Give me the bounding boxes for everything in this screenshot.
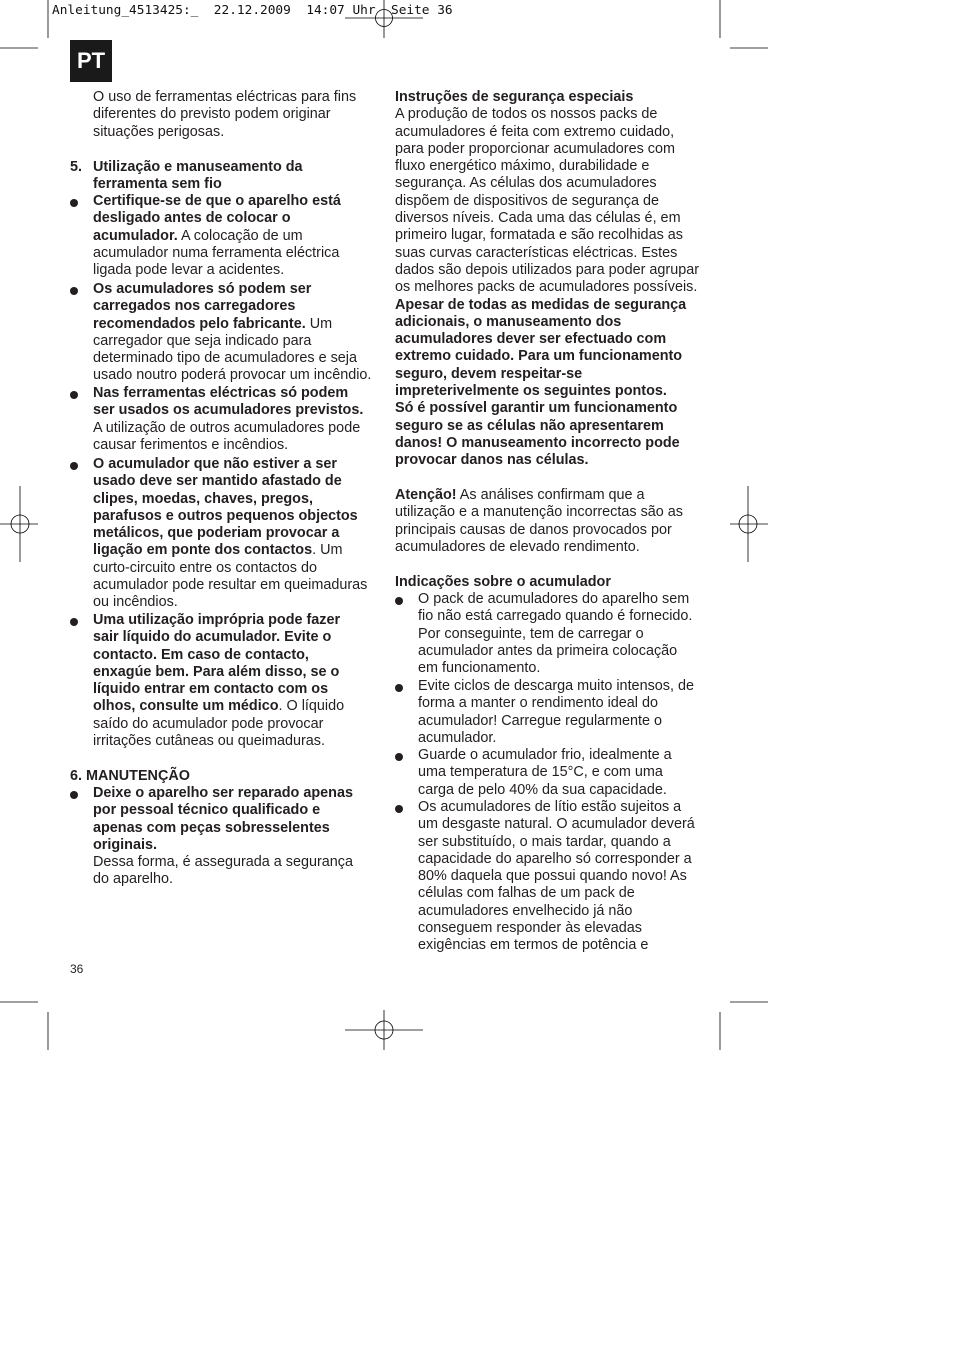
text-line: clipes, moedas, chaves, pregos, <box>93 490 313 507</box>
text-line: capacidade do aparelho só corresponder a <box>418 850 692 867</box>
text-line: acumulador! Carregue regularmente o <box>418 712 662 729</box>
registration-mark-bottom <box>345 1010 423 1050</box>
text-line: Guarde o acumulador frio, idealmente a <box>418 747 672 763</box>
bullet-item <box>93 785 353 889</box>
text-line: Os acumuladores só podem ser <box>93 281 312 297</box>
text-line: Dessa forma, é assegurada a segurança <box>93 854 353 871</box>
language-badge: PT <box>70 40 112 82</box>
bold-text: olhos, consulte um médico <box>93 698 279 715</box>
body-text: As análises confirmam que a <box>459 487 645 503</box>
body-text: . Um <box>312 542 343 559</box>
bullet-icon <box>395 597 403 605</box>
bullet-icon <box>395 805 403 813</box>
text-line: determinado tipo de acumuladores e seja <box>93 350 357 367</box>
text-line: fio não está carregado quando é fornecido. <box>418 608 693 625</box>
text-line: saído do acumulador pode provocar <box>93 715 324 732</box>
text-line: acumulador antes da primeira colocação <box>418 642 678 659</box>
text-line: carga de pelo 40% da sua capacidade. <box>418 781 667 798</box>
text-line: ligada pode levar a acidentes. <box>93 262 285 279</box>
registration-mark-left <box>0 486 38 562</box>
text-line: principais causas de danos provocados por <box>395 521 672 538</box>
text-line: A utilização de outros acumuladores pode <box>93 419 361 436</box>
text-line <box>93 316 371 333</box>
bullet-item <box>93 193 341 279</box>
text-line: O acumulador que não estiver a ser <box>93 456 337 472</box>
text-line: seguro, devem respeitar-se <box>395 365 583 382</box>
text-line: acumulador numa ferramenta eléctrica <box>93 244 340 261</box>
text-line: extremo cuidado. Para um funcionamento <box>395 348 683 365</box>
text-line: dados são depois utilizados para poder agrupar <box>395 261 700 278</box>
page-number: 36 <box>70 962 84 976</box>
text-line: fluxo energético máximo, durabilidade e <box>395 158 650 175</box>
text-line: contacto. Em caso de contacto, <box>93 646 309 663</box>
text-line: Por conseguinte, tem de carregar o <box>418 625 644 642</box>
text-line <box>93 542 367 559</box>
print-slug: Anleitung_4513425:_ 22.12.2009 14:07 Uhr Seite 36 <box>52 3 453 18</box>
text-line: um desgaste natural. O acumulador deverá <box>418 816 695 833</box>
intro-paragraph <box>93 89 356 141</box>
section-5-heading <box>93 159 303 194</box>
attention-paragraph <box>395 487 683 556</box>
text-line: acumuladores envelhecido já não <box>418 902 633 919</box>
bullet-icon <box>70 618 78 626</box>
bullet-icon <box>70 287 78 295</box>
text-line: Certifique-se de que o aparelho está <box>93 193 341 209</box>
text-line: apenas com peças sobresselentes <box>93 819 330 836</box>
attention-label: Atenção! <box>395 487 457 503</box>
text-line: irritações cutâneas ou queimaduras. <box>93 733 325 750</box>
body-text: . O líquido <box>278 698 345 715</box>
text-line: impreterivelmente os seguintes pontos. <box>395 383 667 400</box>
special-safety-section <box>395 89 699 470</box>
text-line: ou incêndios. <box>93 594 178 611</box>
text-line: usado noutro poderá provocar um incêndio. <box>93 367 372 384</box>
text-line: dispõem de dispositivos de segurança de <box>395 192 659 209</box>
text-line: diversos níveis. Cada uma das células é, em <box>395 210 681 227</box>
bullet-icon <box>70 462 78 470</box>
text-line: 80% daquela que possui quando novo! As <box>418 868 687 885</box>
bullet-item <box>93 612 344 750</box>
bold-text: acumulador. <box>93 227 178 244</box>
bullet-icon <box>70 391 78 399</box>
text-line: diferentes do previsto podem originar <box>93 106 331 123</box>
text-line: para poder proporcionar acumuladores com <box>395 140 675 157</box>
bullet-item <box>418 678 694 747</box>
bold-text: ligação em ponte dos contactos <box>93 542 313 559</box>
bullet-item <box>418 591 692 677</box>
text-line: sair líquido do acumulador. Evite o <box>93 629 332 646</box>
section-6-heading: 6. MANUTENÇÃO <box>70 768 190 784</box>
bullet-icon <box>395 684 403 692</box>
text-line: Apesar de todas as medidas de segurança <box>395 296 687 313</box>
text-line: Evite ciclos de descarga muito intensos, de <box>418 678 694 694</box>
bullet-item <box>418 799 695 955</box>
bullet-icon <box>70 791 78 799</box>
text-line: metálicos, que poderiam provocar a <box>93 525 340 542</box>
text-line: O uso de ferramentas eléctricas para fins <box>93 89 357 105</box>
section-heading: Instruções de segurança especiais <box>395 89 634 105</box>
battery-notes-heading: Indicações sobre o acumulador <box>395 574 611 590</box>
text-line: Uma utilização imprópria pode fazer <box>93 612 341 628</box>
heading-line: ferramenta sem fio <box>93 176 222 193</box>
text-line: causar ferimentos e incêndios. <box>93 436 289 453</box>
bullet-item <box>93 385 363 454</box>
text-line: uma temperatura de 15°C, e com uma <box>418 764 663 781</box>
text-line: conseguem responder às elevadas <box>418 920 642 937</box>
text-line: células com falhas de um pack de <box>418 885 635 902</box>
heading-line: Utilização e manuseamento da <box>93 159 303 175</box>
text-line: enxagúe bem. Para além disso, se o <box>93 663 340 680</box>
text-line: exigências em termos de potência e <box>418 937 649 954</box>
text-line: originais. <box>93 836 157 853</box>
text-line: forma a manter o rendimento ideal do <box>418 695 658 712</box>
text-line: adicionais, o manuseamento dos <box>395 313 622 330</box>
text-line: O pack de acumuladores do aparelho sem <box>418 591 690 607</box>
bullet-icon <box>395 753 403 761</box>
text-line <box>395 487 683 504</box>
text-line: danos! O manuseamento incorrecto pode <box>395 434 680 451</box>
text-line: usado deve ser mantido afastado de <box>93 473 342 490</box>
text-line: os melhores packs de acumuladores possíveis. <box>395 279 698 296</box>
text-line: acumuladores de elevado rendimento. <box>395 538 640 555</box>
text-line: curto-circuito entre os contactos do <box>93 559 317 576</box>
text-line: acumuladores é feita com extremo cuidado, <box>395 123 675 140</box>
bullet-item <box>93 281 371 385</box>
text-line: A produção de todos os nossos packs de <box>395 106 658 123</box>
text-line: situações perigosas. <box>93 123 225 140</box>
text-line: Deixe o aparelho ser reparado apenas <box>93 785 353 801</box>
registration-mark-right <box>730 486 768 562</box>
text-line: primeiro lugar, formatada e são recolhidas as <box>395 227 683 244</box>
text-line: carregados nos carregadores <box>93 298 296 315</box>
body-text: Um <box>309 315 333 332</box>
text-line: provocar danos nas células. <box>395 452 589 469</box>
text-line: do aparelho. <box>93 871 174 888</box>
text-line: segurança. As células dos acumuladores <box>395 175 657 192</box>
body-text: A colocação de um <box>181 227 303 244</box>
text-line: carregador que seja indicado para <box>93 332 312 349</box>
text-line: ser substituído, o mais tardar, quando a <box>418 833 671 850</box>
bullet-item <box>418 747 672 799</box>
text-line: ser usados os acumuladores previstos. <box>93 402 364 419</box>
text-line: acumulador pode resultar em queimaduras <box>93 577 368 594</box>
text-line: Os acumuladores de lítio estão sujeitos a <box>418 799 682 815</box>
text-line <box>93 698 344 715</box>
text-line: Só é possível garantir um funcionamento <box>395 400 678 417</box>
text-line: seguro se as células não apresentarem <box>395 417 664 434</box>
text-line: em funcionamento. <box>418 660 541 677</box>
bold-text: recomendados pelo fabricante. <box>93 315 306 332</box>
text-line: por pessoal técnico qualificado e <box>93 802 321 819</box>
text-line <box>93 228 341 245</box>
bullet-item <box>93 456 367 612</box>
text-line: suas curvas características eléctricas. Estes <box>395 244 678 261</box>
bullet-icon <box>70 199 78 207</box>
section-5-number: 5. <box>70 159 83 175</box>
text-line: acumuladores dever ser efectuado com <box>395 331 667 348</box>
text-line: líquido entrar em contacto com os <box>93 681 329 698</box>
text-line: parafusos e outros pequenos objectos <box>93 507 358 524</box>
text-line: Nas ferramentas eléctricas só podem <box>93 385 349 401</box>
text-line: utilização e a manutenção incorrectas são as <box>395 504 683 521</box>
text-line: acumulador. <box>418 729 497 746</box>
text-line: desligado antes de colocar o <box>93 210 291 227</box>
